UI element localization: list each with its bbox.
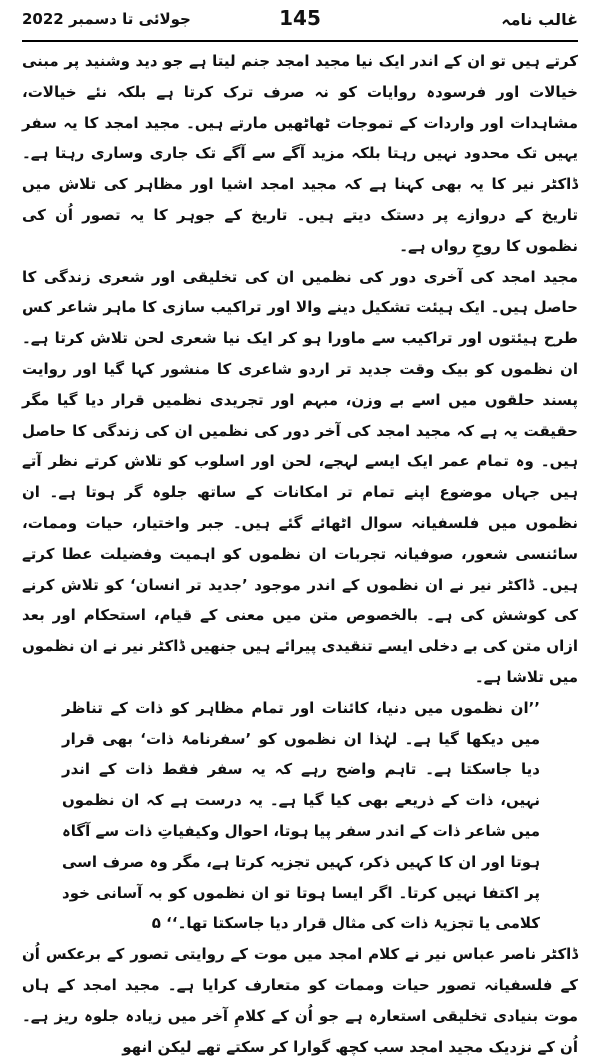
issue-date: جولائی تا دسمبر 2022 [22,10,191,28]
page-header [22,4,578,34]
block-quote: ’’ان نظموں میں دنیا، کائنات اور تمام مظاہر کو ذات کے تناظر میں دیکھا گیا ہے۔ لہٰذا ان نظموں کو ’سفرنامۂ ذات‘ بھی قرار دیا جاسکتا ہے۔ تاہم واضح رہے کہ یہ سفر فقط ذات کے اندر نہیں، ذات کے ذریعے بھی کیا گیا ہے۔ یہ درست ہے کہ ان نظموں میں شاعر ذات کے اندر سفر پیا ہوتا، احوال وکیفیاتِ ذات سے آگاہ ہوتا اور ان کا کہیں ذکر، کہیں تجزیہ کرتا ہے، مگر وہ صرف اسی پر اکتفا نہیں کرتا۔ اگر ایسا ہوتا تو ان نظموں کو بہ آسانی خود کلامی یا تجزیۂ ذات کی مثال قرار دیا جاسکتا تھا۔‘‘ ۵ [62,698,540,933]
paragraph-1: کرتے ہیں تو ان کے اندر ایک نیا مجید امجد جنم لیتا ہے جو دید وشنید پر مبنی خیالات اور فرسودہ روایات کو نہ صرف ترک کرتا ہے بلکہ نئے خیالات، مشاہدات اور واردات کے تموجات ٹھاٹھیں مارتے ہیں۔ مجید امجد کا یہ سفر یہیں تک محدود نہیں رہتا بلکہ مزید آگے سے آگے تک جاری وساری رہتا ہے۔ ڈاکٹر نیر کا یہ بھی کہنا ہے کہ مجید امجد اشیا اور مظاہر کی تلاش میں تاریخ کے دروازے پر دستک دیتے ہیں۔ تاریخ کے جوہر کا یہ تصور اُن کی نظموں کا روحِ رواں ہے۔ [22,52,578,255]
journal-title: غالب نامہ [501,9,578,29]
paragraph-2: مجید امجد کی آخری دور کی نظمیں ان کی تخلیقی اور شعری زندگی کا حاصل ہیں۔ ایک ہیئت تشکیل دینے والا اور تراکیب سازی کا ماہر شاعر کس طرح ہیئتوں اور تراکیب سے ماورا ہو کر ایک نیا شعری لحن تلاش کرتا ہے۔ ان نظموں کو بیک وقت جدید تر اردو شاعری کا منشور کہا گیا اور روایت پسند حلقوں میں اسے بے وزن، مبہم اور تجریدی نظمیں قرار دیا گیا مگر حقیقت یہ ہے کہ مجید امجد کی آخر دور کی نظمیں ان کی زندگی کا حاصل ہیں۔ وہ تمام عمر ایک ایسے لہجے، لحن اور اسلوب کو تلاش کرتے نظر آتے ہیں جہاں موضوع اپنے تمام تر امکانات کے ساتھ جلوہ گر ہوتا ہے۔ ان نظموں میں فلسفیانہ سوال اٹھائے گئے ہیں۔ جبر واختیار، حیات وممات، سائنسی شعور، صوفیانہ تجربات ان نظموں کو اہمیت وفضیلت عطا کرتے ہیں۔ ڈاکٹر نیر نے ان نظموں کے اندر موجود ’جدید تر انسان‘ کو تلاش کرنے کی کوشش کی ہے۔ بالخصوص متن میں معنی کے قیام، استحکام اور بعد ازاں متن کی بے دخلی ایسے تنقیدی پیرائے ہیں جنھیں ڈاکٹر نیر نے ان نظموں میں تلاشا ہے۔ [22,267,578,686]
paragraph-3: ڈاکٹر ناصر عباس نیر نے کلام امجد میں موت کے روایتی تصور کے برعکس اُن کے فلسفیانہ تصور حیات وممات کو متعارف کرایا ہے۔ مجید امجد کے ہاں موت بنیادی تخلیقی استعارہ ہے جو اُن کے کلامِ آخر میں زیادہ جلوہ ریز ہے۔ اُن کے نزدیک مجید امجد سب کچھ گوارا کر سکتے تھے لیکن انھو [22,945,578,1056]
header-rule [22,40,578,42]
page-number: 145 [279,6,321,30]
page-body [22,46,578,1062]
